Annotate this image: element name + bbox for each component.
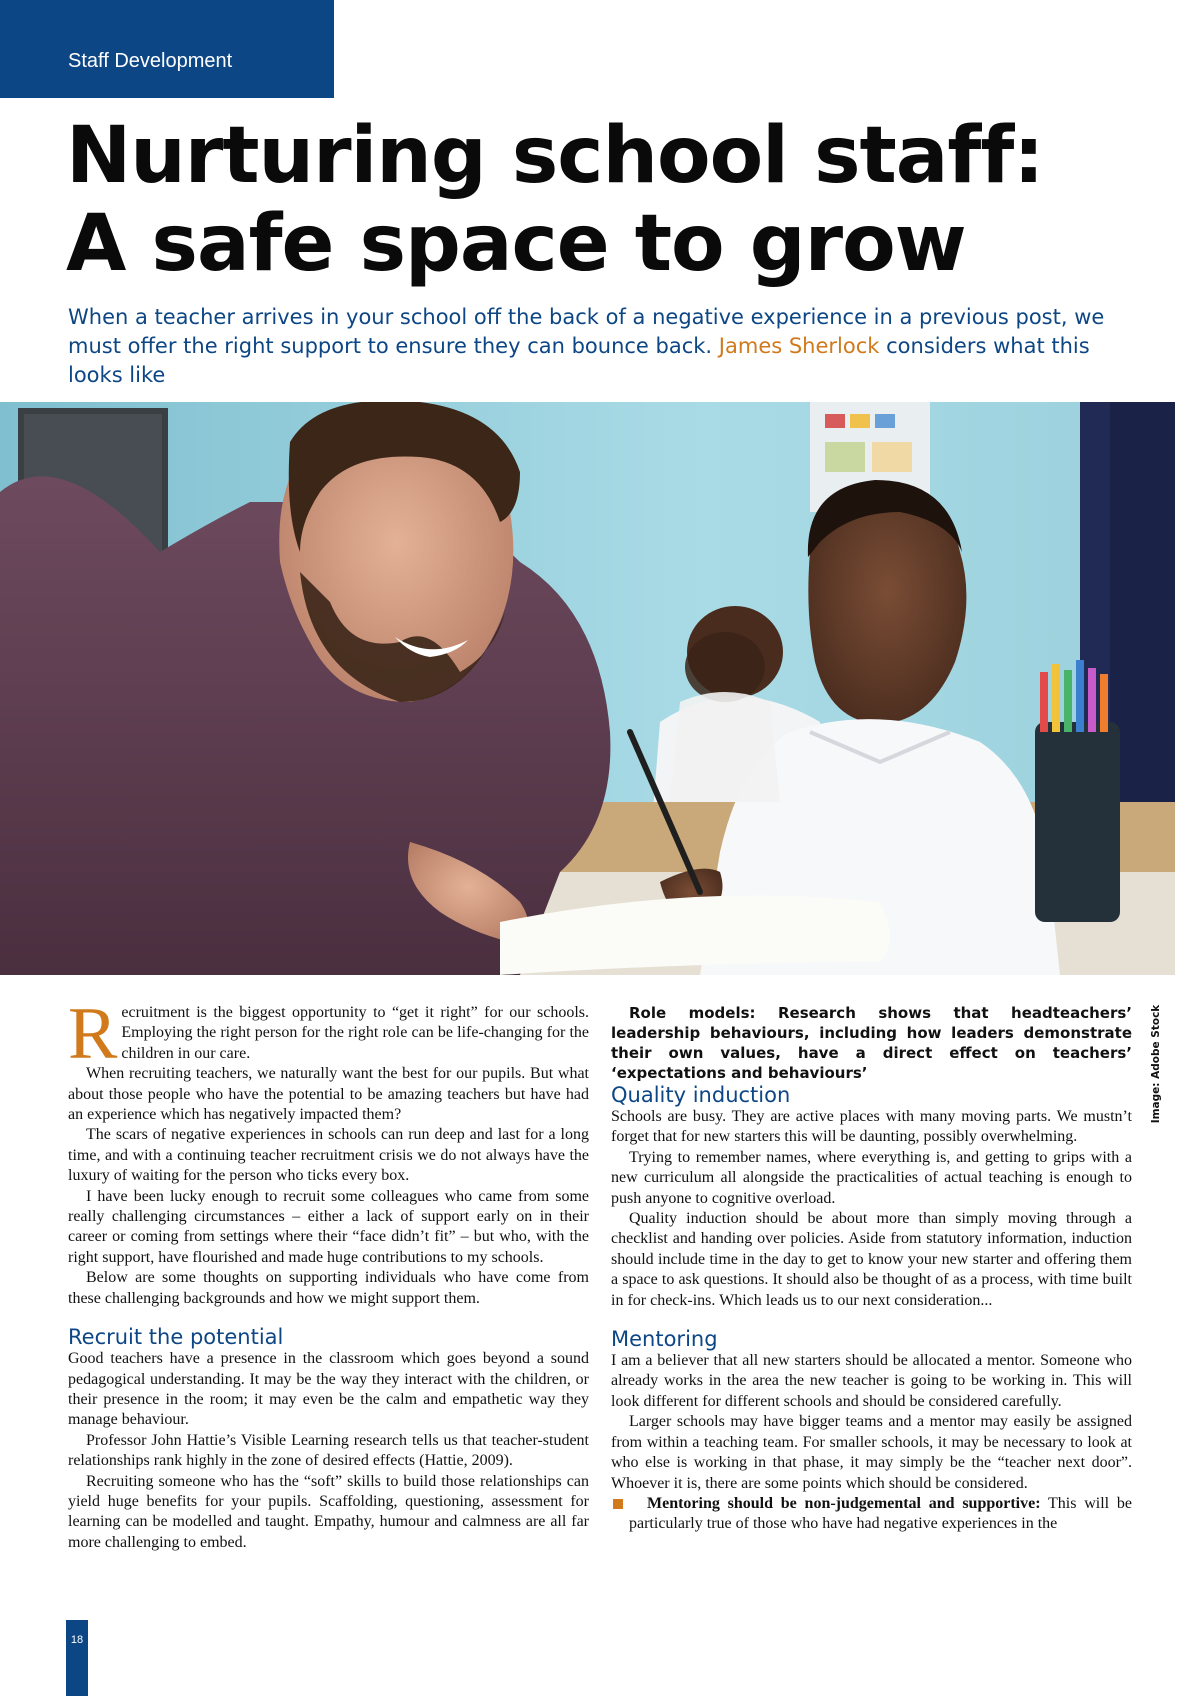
heading-mentoring: Mentoring bbox=[611, 1327, 718, 1352]
bullet-square-icon bbox=[613, 1499, 623, 1509]
intro-text: ecruitment is the biggest opportunity to “get it right” for our schools. Employing the right person for the right role can be life-changing for the children in our care. bbox=[121, 1004, 589, 1062]
body-paragraph: Professor John Hattie’s Visible Learning research tells us that teacher-student relationships rank highly in the zone of desired effects (Hattie, 2009). bbox=[68, 1431, 589, 1470]
intro-paragraph bbox=[68, 993, 589, 1075]
drop-cap: R bbox=[68, 993, 118, 1075]
image-credit-text: Image: Adobe Stock bbox=[1150, 1004, 1162, 1124]
body-paragraph: I am a believer that all new starters should be allocated a mentor. Someone who already works in the area the new teacher is going to be working in. This will look different for different schools and should be considered carefully. bbox=[611, 1352, 1132, 1410]
section-label: Staff Development bbox=[68, 50, 233, 72]
section-tab bbox=[0, 0, 334, 98]
page-number: 18 bbox=[70, 1634, 84, 1646]
body-paragraph: When recruiting teachers, we naturally want the best for our pupils. But what about those people who have the potential to be amazing teachers but have had an experience which has negatively impacted them? bbox=[68, 1065, 589, 1124]
page-folio bbox=[66, 1620, 88, 1696]
body-paragraph: Larger schools may have bigger teams and a mentor may easily be assigned from within a teaching team. For smaller schools, it may be necessary to look at who else is working in that phase, it may simply be the “teacher next door”. Whoever it is, there are some points which should be considered. bbox=[611, 1413, 1132, 1492]
standfirst-tail: considers what this looks like bbox=[68, 334, 1090, 387]
photo-teacher-and-pupil-icon bbox=[0, 402, 1175, 975]
title-line-2: A safe space to grow bbox=[66, 199, 966, 289]
heading-recruit-the-potential: Recruit the potential bbox=[68, 1325, 284, 1350]
left-column bbox=[68, 993, 589, 1553]
right-column bbox=[611, 1003, 1132, 1535]
image-credit bbox=[1143, 1004, 1169, 1124]
body-paragraph: Good teachers have a presence in the classroom which goes beyond a sound pedagogical understanding. It may be the way they interact with the children, or their presence in the room; it may even be the calm and empathetic way they manage behaviour. bbox=[68, 1350, 589, 1429]
article-title bbox=[66, 112, 1146, 288]
body-paragraph: Trying to remember names, where everything is, and getting to grips with a new curriculum all alongside the practicalities of actual teaching is enough to push anyone to cognitive overload. bbox=[611, 1148, 1132, 1207]
title-line-1: Nurturing school staff: bbox=[66, 111, 1044, 201]
bullet-text: This will be particularly true of those who have had negative experiences in the bbox=[629, 1494, 1132, 1533]
body-paragraph: I have been lucky enough to recruit some colleagues who came from some really challenging circumstances – either a lack of support early on in their career or coming from settings where their “face didn’t fit” – but who, with the right support, have flourished and made huge contributions to my schools. bbox=[68, 1187, 589, 1266]
standfirst bbox=[68, 303, 1148, 390]
body-paragraph: Schools are busy. They are active places with many moving parts. We mustn’t forget that for new starters this will be daunting, possibly overwhelming. bbox=[611, 1108, 1132, 1146]
bullet-item bbox=[611, 1494, 1132, 1535]
body-paragraph: The scars of negative experiences in schools can run deep and last for a long time, and with a continuing teacher recruitment crisis we do not always have the luxury of waiting for the person who ticks every box. bbox=[68, 1126, 589, 1185]
hero-photo bbox=[0, 402, 1175, 975]
body-paragraph: Recruiting someone who has the “soft” skills to build those relationships can yield huge benefits for your pupils. Scaffolding, questioning, assessment for learning can be modelled and taught. Empathy, humour and calmness are all far more challenging to embed. bbox=[68, 1472, 589, 1551]
bullet-lead: Mentoring should be non-judgemental and supportive: bbox=[647, 1494, 1041, 1512]
pull-quote: Role models: Research shows that headteachers’ leadership behaviours, including how leaders demonstrate their own values, have a direct effect on teachers’ ‘expectations and behaviours’ bbox=[611, 1004, 1132, 1082]
body-paragraph: Below are some thoughts on supporting individuals who have come from these challenging backgrounds and how we might support them. bbox=[68, 1269, 589, 1307]
body-paragraph: Quality induction should be about more than simply moving through a checklist and handing over policies. Aside from statutory information, induction should include time in the day to get to know your new starter and offering them a space to ask questions. It should also be thought of as a process, with time built in for check-ins. Which leads us to our next consideration... bbox=[611, 1210, 1132, 1309]
heading-quality-induction: Quality induction bbox=[611, 1083, 791, 1107]
standfirst-text: When a teacher arrives in your school off the back of a negative experience in a previous post, we must offer the right support to ensure they can bounce back. bbox=[68, 305, 1105, 358]
author-name: James Sherlock bbox=[718, 334, 880, 358]
